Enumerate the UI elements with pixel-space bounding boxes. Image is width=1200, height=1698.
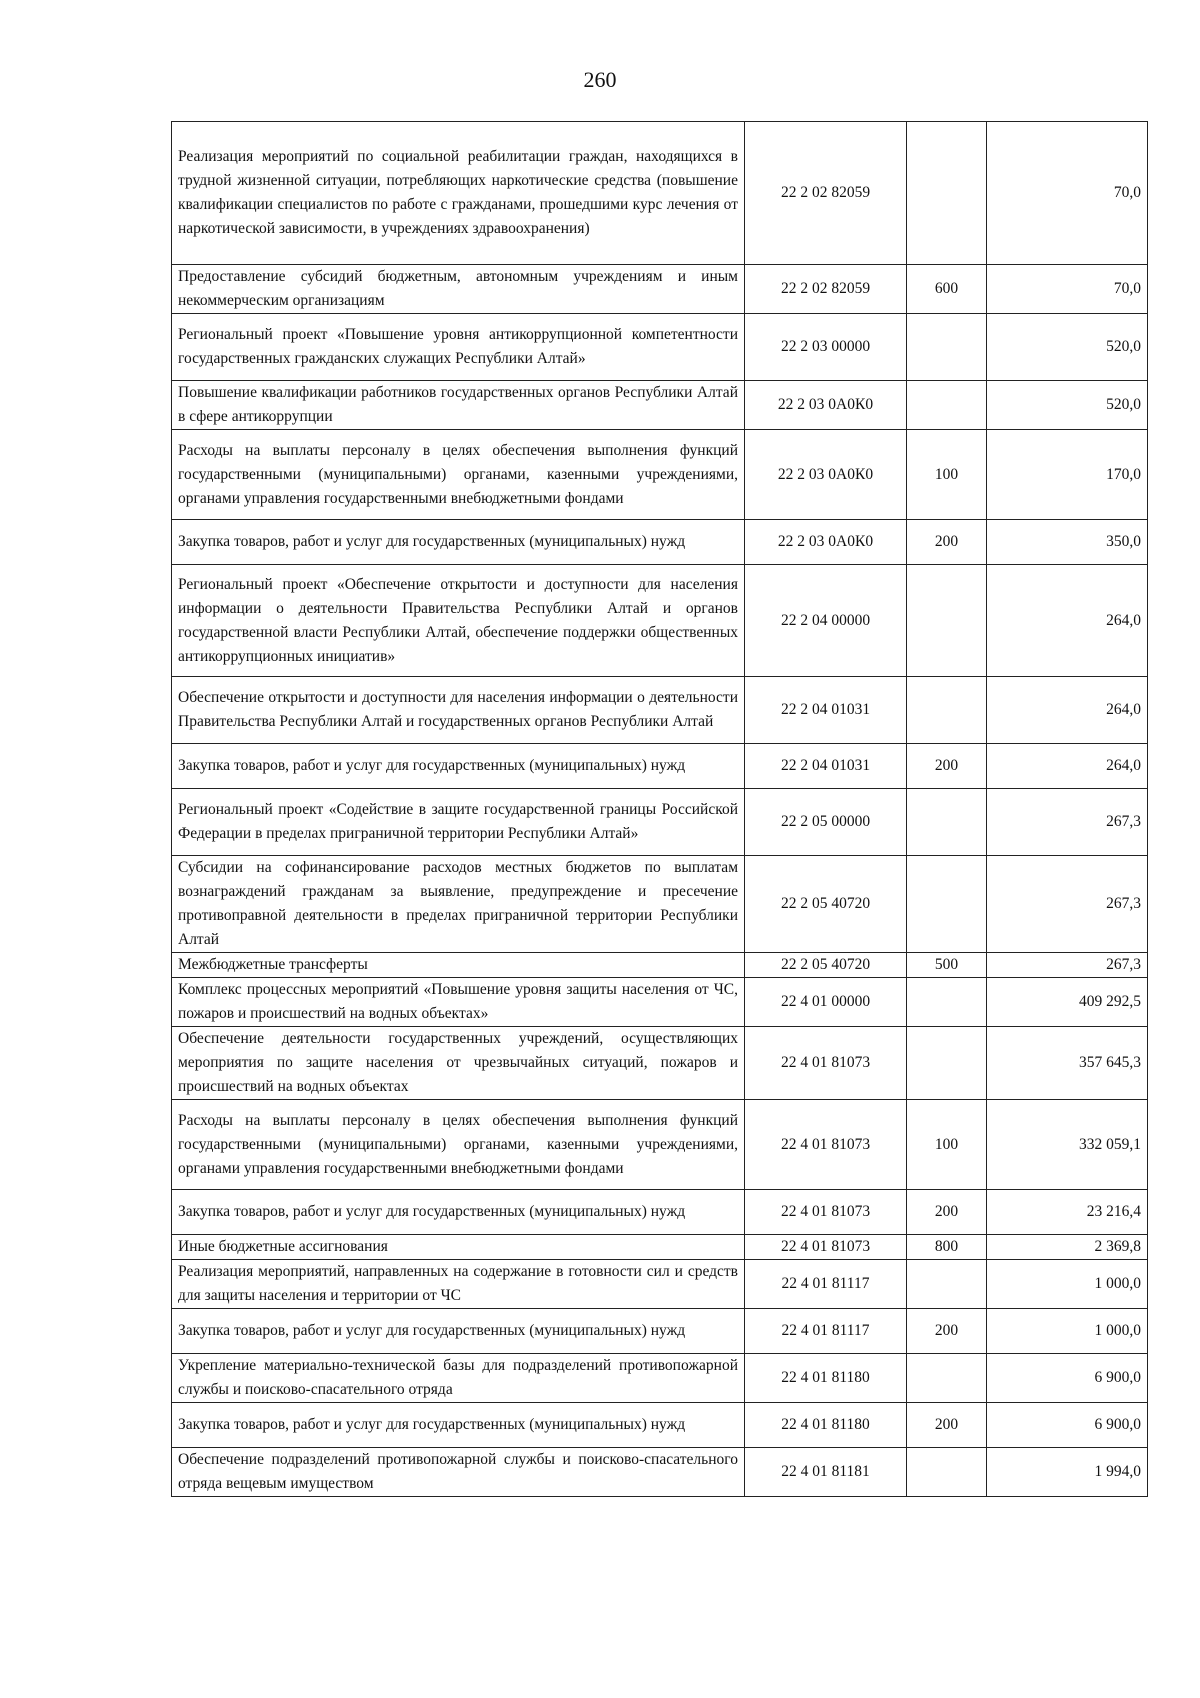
table-row [172,1027,1148,1100]
expense-name-cell: Реализация мероприятий по социальной реабилитации граждан, находящихся в трудной жизненной ситуации, потребляющих наркотические средства (повышение квалификации специалистов по работе с гражданами, прошедшими курс лечения от наркотической зависимости, в учреждениях здравоохранения) [172,122,745,265]
table-row [172,677,1148,744]
expense-type-cell: 800 [907,1235,987,1260]
expense-name-cell: Закупка товаров, работ и услуг для государственных (муниципальных) нужд [172,1190,745,1235]
expense-type-cell [907,789,987,856]
amount-cell: 357 645,3 [987,1027,1148,1100]
expense-type-cell [907,314,987,381]
amount-cell: 264,0 [987,744,1148,789]
table-row [172,1190,1148,1235]
table-row [172,953,1148,978]
expense-name-cell: Обеспечение открытости и доступности для населения информации о деятельности Правительства Республики Алтай и государственных органов Республики Алтай [172,677,745,744]
expense-name-cell: Расходы на выплаты персоналу в целях обеспечения выполнения функций государственными (муниципальными) органами, казенными учреждениями, органами управления государственными внебюджетными фондами [172,430,745,520]
expense-type-cell: 100 [907,430,987,520]
table-row [172,1260,1148,1309]
target-code-cell: 22 4 01 81180 [745,1403,907,1448]
amount-cell: 6 900,0 [987,1354,1148,1403]
table-row [172,265,1148,314]
expense-type-cell: 200 [907,744,987,789]
expense-type-cell: 500 [907,953,987,978]
target-code-cell: 22 2 03 00000 [745,314,907,381]
amount-cell: 6 900,0 [987,1403,1148,1448]
expense-name-cell: Закупка товаров, работ и услуг для государственных (муниципальных) нужд [172,1403,745,1448]
expense-type-cell [907,978,987,1027]
expense-name-cell: Закупка товаров, работ и услуг для государственных (муниципальных) нужд [172,744,745,789]
table-row [172,789,1148,856]
target-code-cell: 22 4 01 81073 [745,1235,907,1260]
amount-cell: 1 994,0 [987,1448,1148,1497]
expense-type-cell: 600 [907,265,987,314]
expense-name-cell: Закупка товаров, работ и услуг для государственных (муниципальных) нужд [172,520,745,565]
page-number: 260 [583,67,617,92]
table-row [172,381,1148,430]
table-row [172,1235,1148,1260]
amount-cell: 520,0 [987,314,1148,381]
target-code-cell: 22 2 03 0А0К0 [745,520,907,565]
expense-type-cell: 200 [907,1190,987,1235]
amount-cell: 332 059,1 [987,1100,1148,1190]
expense-type-cell [907,565,987,677]
table-row [172,1309,1148,1354]
expense-type-cell [907,856,987,953]
amount-cell: 1 000,0 [987,1309,1148,1354]
expense-name-cell: Реализация мероприятий, направленных на содержание в готовности сил и средств для защиты населения и территории от ЧС [172,1260,745,1309]
expense-name-cell: Субсидии на софинансирование расходов местных бюджетов по выплатам вознаграждений гражданам за выявление, предупреждение и пресечение противоправной деятельности в пределах приграничной территории Республики Алтай [172,856,745,953]
expense-type-cell: 200 [907,1309,987,1354]
amount-cell: 264,0 [987,677,1148,744]
amount-cell: 70,0 [987,122,1148,265]
expense-type-cell [907,122,987,265]
table-row [172,1100,1148,1190]
amount-cell: 2 369,8 [987,1235,1148,1260]
table-row [172,430,1148,520]
expense-name-cell: Расходы на выплаты персоналу в целях обеспечения выполнения функций государственными (муниципальными) органами, казенными учреждениями, органами управления государственными внебюджетными фондами [172,1100,745,1190]
target-code-cell: 22 2 04 01031 [745,744,907,789]
target-code-cell: 22 4 01 81181 [745,1448,907,1497]
table-row [172,314,1148,381]
target-code-cell: 22 4 01 81117 [745,1260,907,1309]
expense-name-cell: Закупка товаров, работ и услуг для государственных (муниципальных) нужд [172,1309,745,1354]
target-code-cell: 22 2 05 00000 [745,789,907,856]
expense-type-cell: 100 [907,1100,987,1190]
amount-cell: 267,3 [987,856,1148,953]
expense-type-cell [907,1260,987,1309]
target-code-cell: 22 2 05 40720 [745,953,907,978]
expense-type-cell: 200 [907,1403,987,1448]
target-code-cell: 22 2 03 0А0К0 [745,430,907,520]
target-code-cell: 22 4 01 81073 [745,1190,907,1235]
expense-name-cell: Межбюджетные трансферты [172,953,745,978]
target-code-cell: 22 2 03 0А0К0 [745,381,907,430]
expense-name-cell: Предоставление субсидий бюджетным, автономным учреждениям и иным некоммерческим организациям [172,265,745,314]
target-code-cell: 22 2 02 82059 [745,122,907,265]
amount-cell: 170,0 [987,430,1148,520]
table-row [172,122,1148,265]
amount-cell: 267,3 [987,953,1148,978]
amount-cell: 267,3 [987,789,1148,856]
target-code-cell: 22 4 01 00000 [745,978,907,1027]
amount-cell: 23 216,4 [987,1190,1148,1235]
table-row [172,744,1148,789]
table-row [172,1354,1148,1403]
expense-type-cell [907,1448,987,1497]
amount-cell: 264,0 [987,565,1148,677]
table-row [172,565,1148,677]
target-code-cell: 22 4 01 81073 [745,1100,907,1190]
amount-cell: 70,0 [987,265,1148,314]
table-row [172,978,1148,1027]
expense-type-cell [907,381,987,430]
target-code-cell: 22 4 01 81117 [745,1309,907,1354]
target-code-cell: 22 2 04 00000 [745,565,907,677]
expense-name-cell: Комплекс процессных мероприятий «Повышение уровня защиты населения от ЧС, пожаров и происшествий на водных объектах» [172,978,745,1027]
target-code-cell: 22 2 04 01031 [745,677,907,744]
table-row [172,1403,1148,1448]
amount-cell: 409 292,5 [987,978,1148,1027]
table-row [172,520,1148,565]
expense-name-cell: Региональный проект «Содействие в защите государственной границы Российской Федерации в пределах приграничной территории Республики Алтай» [172,789,745,856]
budget-table-body [172,122,1148,1497]
expense-name-cell: Региональный проект «Обеспечение открытости и доступности для населения информации о деятельности Правительства Республики Алтай и органов государственной власти Республики Алтай, обеспечение поддержки общественных антикоррупционных инициатив» [172,565,745,677]
expense-name-cell: Обеспечение подразделений противопожарной службы и поисково-спасательного отряда вещевым имуществом [172,1448,745,1497]
budget-table [171,121,1148,1497]
target-code-cell: 22 4 01 81180 [745,1354,907,1403]
expense-name-cell: Обеспечение деятельности государственных учреждений, осуществляющих мероприятия по защите населения от чрезвычайных ситуаций, пожаров и происшествий на водных объектах [172,1027,745,1100]
amount-cell: 350,0 [987,520,1148,565]
expense-name-cell: Повышение квалификации работников государственных органов Республики Алтай в сфере антикоррупции [172,381,745,430]
expense-type-cell [907,1354,987,1403]
target-code-cell: 22 2 05 40720 [745,856,907,953]
table-row [172,1448,1148,1497]
table-row [172,856,1148,953]
expense-type-cell [907,677,987,744]
expense-type-cell [907,1027,987,1100]
amount-cell: 520,0 [987,381,1148,430]
expense-name-cell: Иные бюджетные ассигнования [172,1235,745,1260]
target-code-cell: 22 2 02 82059 [745,265,907,314]
target-code-cell: 22 4 01 81073 [745,1027,907,1100]
expense-name-cell: Укрепление материально-технической базы для подразделений противопожарной службы и поисково-спасательного отряда [172,1354,745,1403]
expense-name-cell: Региональный проект «Повышение уровня антикоррупционной компетентности государственных гражданских служащих Республики Алтай» [172,314,745,381]
amount-cell: 1 000,0 [987,1260,1148,1309]
expense-type-cell: 200 [907,520,987,565]
